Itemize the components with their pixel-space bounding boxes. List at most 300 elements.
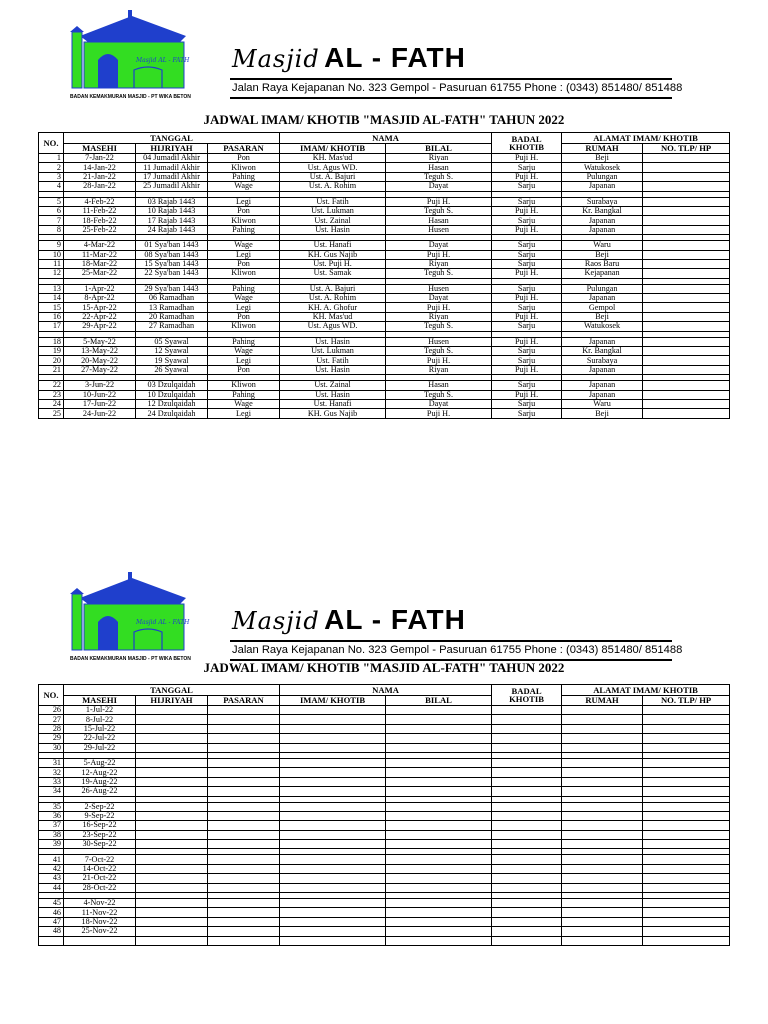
table-cell <box>643 864 730 873</box>
row-number: 12 <box>39 269 64 278</box>
table-cell <box>492 734 562 743</box>
table-cell <box>64 936 136 945</box>
table-cell: 06 Ramadhan <box>136 294 208 303</box>
table-cell: 1-Jul-22 <box>64 706 136 715</box>
table-cell: Ust. Hasin <box>280 337 386 346</box>
table-cell <box>643 787 730 796</box>
table-cell <box>643 197 730 206</box>
row-number: 19 <box>39 347 64 356</box>
table-cell: Beji <box>562 409 643 418</box>
table-row <box>39 154 730 163</box>
table-row <box>39 724 730 733</box>
table-cell <box>562 706 643 715</box>
row-number: 35 <box>39 802 64 811</box>
table-cell: Waru <box>562 241 643 250</box>
table-cell <box>208 758 280 767</box>
organization-caption: BADAN KEMAKMURAN MASJID - PT WIKA BETON <box>70 656 191 662</box>
table-cell: Raos Baru <box>562 259 643 268</box>
table-row <box>39 409 730 418</box>
table-cell: KH. Gus Najib <box>280 409 386 418</box>
table-cell <box>280 927 386 936</box>
table-cell <box>280 883 386 892</box>
table-cell: 28-Jan-22 <box>64 182 136 191</box>
table-cell: Pahing <box>208 172 280 181</box>
table-cell <box>280 874 386 883</box>
table-cell: Pahing <box>208 337 280 346</box>
header-hijriyah: HIJRIYAH <box>136 695 208 706</box>
row-number: 36 <box>39 811 64 820</box>
table-cell <box>136 706 208 715</box>
table-cell <box>208 917 280 926</box>
header-nama: NAMA <box>280 685 492 696</box>
header-alamat: ALAMAT IMAM/ KHOTIB <box>562 685 730 696</box>
table-row <box>39 356 730 365</box>
table-cell <box>208 734 280 743</box>
table-cell: 22-Apr-22 <box>64 312 136 321</box>
table-cell: Beji <box>562 250 643 259</box>
header-alamat: ALAMAT IMAM/ KHOTIB <box>562 133 730 144</box>
logo-text: Masjid AL - FATH <box>136 57 190 64</box>
header-hijriyah: HIJRIYAH <box>136 143 208 154</box>
table-row <box>39 216 730 225</box>
table-cell <box>386 883 492 892</box>
table-cell <box>208 715 280 724</box>
table-row <box>39 241 730 250</box>
table-cell: Puji H. <box>492 337 562 346</box>
table-cell <box>492 777 562 786</box>
table-cell <box>208 874 280 883</box>
table-cell: Ust. Lukman <box>280 206 386 215</box>
table-cell: 24 Rajab 1443 <box>136 225 208 234</box>
row-number: 38 <box>39 830 64 839</box>
table-cell <box>492 927 562 936</box>
table-cell <box>280 917 386 926</box>
row-number: 2 <box>39 163 64 172</box>
table-cell <box>643 294 730 303</box>
table-cell: Sarju <box>492 259 562 268</box>
table-row <box>39 269 730 278</box>
table-cell <box>492 899 562 908</box>
row-number: 14 <box>39 294 64 303</box>
table-cell <box>280 908 386 917</box>
header-rumah: RUMAH <box>562 143 643 154</box>
table-cell <box>643 259 730 268</box>
table-cell: Husen <box>386 337 492 346</box>
table-cell <box>208 883 280 892</box>
table-cell <box>136 821 208 830</box>
table-cell <box>386 787 492 796</box>
row-number: 22 <box>39 381 64 390</box>
table-cell <box>136 883 208 892</box>
table-cell: Teguh S. <box>386 390 492 399</box>
table-cell <box>643 250 730 259</box>
row-number: 17 <box>39 322 64 331</box>
table-cell <box>643 706 730 715</box>
table-cell <box>562 855 643 864</box>
table-cell: Beji <box>562 154 643 163</box>
table-cell: Riyan <box>386 365 492 374</box>
table-cell: 17-Jun-22 <box>64 399 136 408</box>
table-cell <box>386 706 492 715</box>
table-cell: Sarju <box>492 250 562 259</box>
table-row <box>39 927 730 936</box>
table-cell: Ust. Samak <box>280 269 386 278</box>
table-cell <box>643 322 730 331</box>
table-cell: Legi <box>208 303 280 312</box>
table-cell <box>208 864 280 873</box>
table-cell: 11 Jumadil Akhir <box>136 163 208 172</box>
row-number: 45 <box>39 899 64 908</box>
table-row <box>39 206 730 215</box>
table-row <box>39 908 730 917</box>
table-cell: 29-Apr-22 <box>64 322 136 331</box>
header-badal: BADAL KHOTIB <box>492 685 562 706</box>
table-cell: Husen <box>386 284 492 293</box>
table-cell: 21-Oct-22 <box>64 874 136 883</box>
table-cell <box>643 216 730 225</box>
table-cell: Japanan <box>562 216 643 225</box>
table-cell: Surabaya <box>562 197 643 206</box>
table-row <box>39 259 730 268</box>
table-cell <box>280 855 386 864</box>
table-cell: 10 Rajab 1443 <box>136 206 208 215</box>
table-cell: Japanan <box>562 365 643 374</box>
table-cell: Riyan <box>386 259 492 268</box>
row-number: 9 <box>39 241 64 250</box>
table-cell: Kliwon <box>208 322 280 331</box>
table-cell: Pahing <box>208 390 280 399</box>
table-cell: 27 Ramadhan <box>136 322 208 331</box>
divider <box>230 78 672 80</box>
table-cell: 19 Syawal <box>136 356 208 365</box>
table-cell: 08 Sya'ban 1443 <box>136 250 208 259</box>
table-cell: Kliwon <box>208 381 280 390</box>
table-cell <box>643 337 730 346</box>
table-cell: Hasan <box>386 163 492 172</box>
logo-text: Masjid AL - FATH <box>136 619 190 626</box>
table-cell <box>386 917 492 926</box>
table-cell <box>208 811 280 820</box>
table-cell <box>208 821 280 830</box>
address-line: Jalan Raya Kejapanan No. 323 Gempol - Pasuruan 61755 Phone : (0343) 851480/ 851488 <box>232 82 683 94</box>
table-row <box>39 777 730 786</box>
table-row <box>39 381 730 390</box>
table-cell: Sarju <box>492 182 562 191</box>
table-cell: Waru <box>562 399 643 408</box>
table-cell <box>136 787 208 796</box>
table-cell: Sarju <box>492 216 562 225</box>
table-cell: Ust. Fatih <box>280 356 386 365</box>
table-cell <box>643 347 730 356</box>
table-cell <box>643 734 730 743</box>
table-row <box>39 787 730 796</box>
divider <box>230 97 672 99</box>
table-cell <box>492 936 562 945</box>
table-cell <box>208 830 280 839</box>
header-masehi: MASEHI <box>64 143 136 154</box>
table-cell: 04 Jumadil Akhir <box>136 154 208 163</box>
header-pasaran: PASARAN <box>208 695 280 706</box>
table-cell <box>492 917 562 926</box>
table-cell <box>208 840 280 849</box>
table-cell <box>136 715 208 724</box>
table-cell: 8-Apr-22 <box>64 294 136 303</box>
table-cell <box>643 154 730 163</box>
table-cell <box>643 284 730 293</box>
table-cell: 01 Sya'ban 1443 <box>136 241 208 250</box>
row-number: 16 <box>39 312 64 321</box>
table-cell <box>492 724 562 733</box>
table-row <box>39 706 730 715</box>
table-row <box>39 743 730 752</box>
row-number: 30 <box>39 743 64 752</box>
table-row <box>39 163 730 172</box>
table-cell <box>386 724 492 733</box>
table-cell: Pahing <box>208 284 280 293</box>
organization-caption: BADAN KEMAKMURAN MASJID - PT WIKA BETON <box>70 94 191 100</box>
table-cell <box>136 743 208 752</box>
table-cell <box>386 768 492 777</box>
table-cell <box>492 883 562 892</box>
row-number: 11 <box>39 259 64 268</box>
table-row <box>39 303 730 312</box>
table-cell: Japanan <box>562 337 643 346</box>
table-cell: Puji H. <box>492 225 562 234</box>
table-cell: Japanan <box>562 294 643 303</box>
table-cell <box>643 927 730 936</box>
row-number: 43 <box>39 874 64 883</box>
table-cell <box>562 724 643 733</box>
address-line: Jalan Raya Kejapanan No. 323 Gempol - Pasuruan 61755 Phone : (0343) 851480/ 851488 <box>232 644 683 656</box>
table-cell <box>643 206 730 215</box>
table-cell: Pon <box>208 154 280 163</box>
row-number: 31 <box>39 758 64 767</box>
table-cell <box>562 743 643 752</box>
row-number: 15 <box>39 303 64 312</box>
table-cell: Husen <box>386 225 492 234</box>
row-number: 26 <box>39 706 64 715</box>
table-cell <box>280 777 386 786</box>
table-cell <box>208 706 280 715</box>
table-cell <box>386 927 492 936</box>
table-cell <box>492 811 562 820</box>
table-cell: 10-Jun-22 <box>64 390 136 399</box>
table-cell <box>643 802 730 811</box>
table-cell <box>643 356 730 365</box>
table-cell <box>136 927 208 936</box>
mosque-logo <box>70 570 196 662</box>
table-cell: Sarju <box>492 197 562 206</box>
table-cell: Wage <box>208 347 280 356</box>
table-cell: 22 Sya'ban 1443 <box>136 269 208 278</box>
table-cell <box>386 899 492 908</box>
table-cell: 24-Jun-22 <box>64 409 136 418</box>
table-cell <box>386 758 492 767</box>
table-cell: Sarju <box>492 303 562 312</box>
table-cell <box>492 830 562 839</box>
table-cell: 12-Aug-22 <box>64 768 136 777</box>
row-number: 41 <box>39 855 64 864</box>
table-cell: 23-Sep-22 <box>64 830 136 839</box>
table-cell: Hasan <box>386 381 492 390</box>
table-cell <box>492 715 562 724</box>
table-cell <box>208 927 280 936</box>
table-cell: Watukosek <box>562 163 643 172</box>
table-cell <box>643 840 730 849</box>
table-cell <box>562 917 643 926</box>
header-tanggal: TANGGAL <box>64 133 280 144</box>
table-cell: Teguh S. <box>386 206 492 215</box>
table-cell: 20 Ramadhan <box>136 312 208 321</box>
table-cell: Sarju <box>492 381 562 390</box>
table-cell <box>643 821 730 830</box>
table-cell <box>136 874 208 883</box>
table-cell <box>386 802 492 811</box>
header-no: NO. <box>39 685 64 706</box>
table-cell: 05 Syawal <box>136 337 208 346</box>
table-cell: 17 Jumadil Akhir <box>136 172 208 181</box>
table-cell <box>643 390 730 399</box>
table-cell: Pulungan <box>562 284 643 293</box>
table-row <box>39 312 730 321</box>
table-cell: Legi <box>208 409 280 418</box>
table-cell <box>136 758 208 767</box>
table-cell: 14-Jan-22 <box>64 163 136 172</box>
table-cell: Riyan <box>386 154 492 163</box>
table-row <box>39 347 730 356</box>
table-cell <box>136 734 208 743</box>
table-cell <box>386 811 492 820</box>
row-number: 3 <box>39 172 64 181</box>
letterhead <box>0 562 768 662</box>
table-cell: 3-Jun-22 <box>64 381 136 390</box>
table-cell: Sarju <box>492 347 562 356</box>
table-cell <box>386 936 492 945</box>
mosque-name: AL - FATH <box>324 604 466 635</box>
table-cell: Ust. Agus WD. <box>280 163 386 172</box>
table-cell: Puji H. <box>386 356 492 365</box>
table-cell: Ust. Zainal <box>280 381 386 390</box>
row-number: 8 <box>39 225 64 234</box>
table-cell <box>280 821 386 830</box>
table-cell <box>643 312 730 321</box>
table-cell <box>280 787 386 796</box>
table-cell: Kr. Bangkal <box>562 206 643 215</box>
table-cell <box>643 172 730 181</box>
table-cell: Sarju <box>492 284 562 293</box>
table-cell: Puji H. <box>492 154 562 163</box>
table-cell: 4-Mar-22 <box>64 241 136 250</box>
table-cell: Beji <box>562 312 643 321</box>
table-cell: Ust. Lukman <box>280 347 386 356</box>
table-row <box>39 830 730 839</box>
table-cell: 11-Nov-22 <box>64 908 136 917</box>
table-cell: Puji H. <box>386 303 492 312</box>
table-cell: Ust. Hanafi <box>280 399 386 408</box>
row-number: 23 <box>39 390 64 399</box>
table-cell: 14-Oct-22 <box>64 864 136 873</box>
row-number: 6 <box>39 206 64 215</box>
row-number: 44 <box>39 883 64 892</box>
table-cell <box>643 908 730 917</box>
row-number: 46 <box>39 908 64 917</box>
table-cell <box>562 758 643 767</box>
table-cell: Pon <box>208 206 280 215</box>
table-cell <box>562 936 643 945</box>
table-cell <box>136 855 208 864</box>
table-row <box>39 840 730 849</box>
table-cell: Ust. A. Bajuri <box>280 172 386 181</box>
table-cell: Kliwon <box>208 216 280 225</box>
table-row <box>39 811 730 820</box>
table-cell <box>492 768 562 777</box>
table-cell: Sarju <box>492 241 562 250</box>
header-bilal: BILAL <box>386 695 492 706</box>
table-cell: Pon <box>208 312 280 321</box>
table-cell <box>208 936 280 945</box>
row-number: 4 <box>39 182 64 191</box>
table-cell: 19-Aug-22 <box>64 777 136 786</box>
divider <box>230 640 672 642</box>
table-cell: Japanan <box>562 182 643 191</box>
table-row <box>39 883 730 892</box>
table-cell <box>562 883 643 892</box>
table-cell: 1-Apr-22 <box>64 284 136 293</box>
table-cell <box>280 899 386 908</box>
table-cell: Ust. Zainal <box>280 216 386 225</box>
table-cell: 11-Feb-22 <box>64 206 136 215</box>
table-cell <box>280 864 386 873</box>
table-cell <box>643 758 730 767</box>
table-cell <box>136 840 208 849</box>
table-cell: Puji H. <box>386 197 492 206</box>
table-row <box>39 802 730 811</box>
table-cell: Ust. A. Rohim <box>280 182 386 191</box>
row-number: 10 <box>39 250 64 259</box>
header-tanggal: TANGGAL <box>64 685 280 696</box>
header-imam: IMAM/ KHOTIB <box>280 143 386 154</box>
table-cell <box>643 409 730 418</box>
table-cell: Puji H. <box>492 312 562 321</box>
table-cell: 12 Syawal <box>136 347 208 356</box>
table-row <box>39 390 730 399</box>
table-cell <box>562 864 643 873</box>
table-cell <box>562 734 643 743</box>
table-cell <box>643 883 730 892</box>
table-cell: 4-Feb-22 <box>64 197 136 206</box>
table-cell <box>136 908 208 917</box>
table-cell: Kliwon <box>208 163 280 172</box>
table-cell: Teguh S. <box>386 172 492 181</box>
table-cell <box>208 777 280 786</box>
table-row <box>39 225 730 234</box>
table-cell <box>136 830 208 839</box>
table-cell <box>136 936 208 945</box>
table-cell: 27-May-22 <box>64 365 136 374</box>
table-cell: Legi <box>208 356 280 365</box>
table-cell: Ust. Fatih <box>280 197 386 206</box>
table-row <box>39 855 730 864</box>
table-cell: Puji H. <box>492 294 562 303</box>
table-row <box>39 821 730 830</box>
table-cell: 15-Jul-22 <box>64 724 136 733</box>
table-cell: 13-May-22 <box>64 347 136 356</box>
table-cell <box>386 908 492 917</box>
table-cell <box>280 830 386 839</box>
table-cell <box>386 777 492 786</box>
table-cell <box>386 830 492 839</box>
header-masehi: MASEHI <box>64 695 136 706</box>
